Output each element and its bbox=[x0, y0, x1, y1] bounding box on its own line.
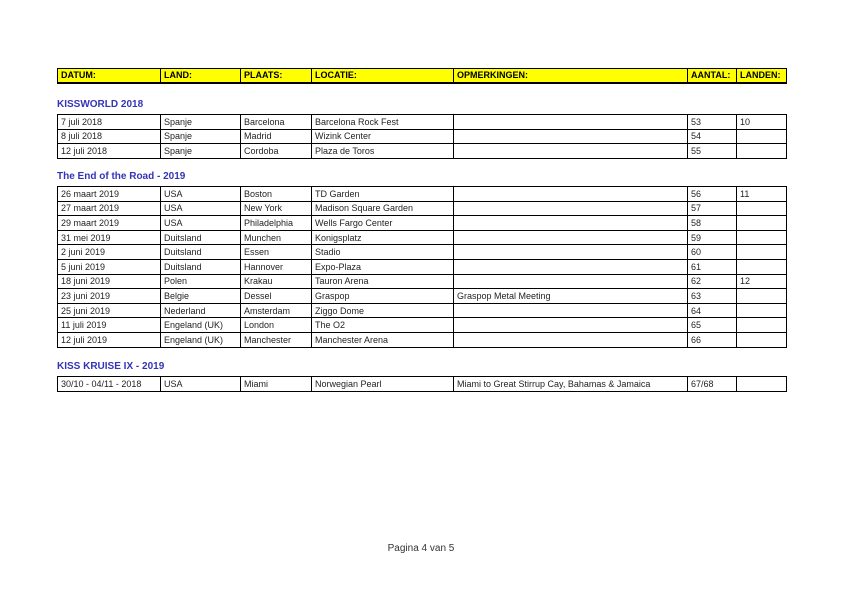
table-row bbox=[58, 144, 787, 159]
table-row bbox=[58, 201, 787, 216]
table-cell bbox=[454, 201, 688, 216]
table-cell: Engeland (UK) bbox=[161, 318, 241, 333]
table-cell: 58 bbox=[688, 216, 737, 231]
table-row bbox=[58, 377, 787, 392]
column-header: LAND: bbox=[161, 69, 241, 83]
table-cell: 10 bbox=[737, 115, 787, 130]
table-cell: 61 bbox=[688, 259, 737, 274]
table-cell: 56 bbox=[688, 187, 737, 202]
table-cell bbox=[454, 230, 688, 245]
table-cell: 67/68 bbox=[688, 377, 737, 392]
table-cell: 30/10 - 04/11 - 2018 bbox=[58, 377, 161, 392]
table-cell: 18 juni 2019 bbox=[58, 274, 161, 289]
table-cell: Duitsland bbox=[161, 245, 241, 260]
table-cell: Amsterdam bbox=[241, 303, 312, 318]
table-cell: 11 bbox=[737, 187, 787, 202]
tour-table bbox=[57, 114, 787, 159]
table-cell: Hannover bbox=[241, 259, 312, 274]
table-cell: 23 juni 2019 bbox=[58, 289, 161, 304]
tour-section bbox=[57, 99, 786, 159]
column-header: LOCATIE: bbox=[312, 69, 454, 83]
table-cell: Belgie bbox=[161, 289, 241, 304]
table-cell: Duitsland bbox=[161, 259, 241, 274]
table-cell: Wizink Center bbox=[312, 129, 454, 144]
table-cell: 53 bbox=[688, 115, 737, 130]
table-row bbox=[58, 332, 787, 347]
table-cell: The O2 bbox=[312, 318, 454, 333]
table-row bbox=[58, 259, 787, 274]
table-cell: Nederland bbox=[161, 303, 241, 318]
column-header: OPMERKINGEN: bbox=[454, 69, 688, 83]
table-cell: 60 bbox=[688, 245, 737, 260]
table-cell: 12 bbox=[737, 274, 787, 289]
table-cell: Philadelphia bbox=[241, 216, 312, 231]
column-header-row bbox=[58, 69, 787, 83]
table-cell: 12 juli 2019 bbox=[58, 332, 161, 347]
table-cell bbox=[454, 115, 688, 130]
table-cell: Cordoba bbox=[241, 144, 312, 159]
table-cell: Manchester Arena bbox=[312, 332, 454, 347]
table-cell: 55 bbox=[688, 144, 737, 159]
table-cell: Manchester bbox=[241, 332, 312, 347]
table-cell: Barcelona Rock Fest bbox=[312, 115, 454, 130]
table-cell bbox=[454, 274, 688, 289]
tour-table bbox=[57, 186, 787, 348]
table-cell: Spanje bbox=[161, 115, 241, 130]
table-cell: Barcelona bbox=[241, 115, 312, 130]
table-cell bbox=[737, 144, 787, 159]
table-cell: 57 bbox=[688, 201, 737, 216]
table-cell bbox=[454, 259, 688, 274]
table-cell: Stadio bbox=[312, 245, 454, 260]
table-cell: 25 juni 2019 bbox=[58, 303, 161, 318]
table-cell bbox=[454, 216, 688, 231]
table-cell: New York bbox=[241, 201, 312, 216]
table-cell bbox=[454, 245, 688, 260]
table-cell bbox=[454, 303, 688, 318]
table-cell: Madison Square Garden bbox=[312, 201, 454, 216]
table-cell: 12 juli 2018 bbox=[58, 144, 161, 159]
column-header: LANDEN: bbox=[737, 69, 787, 83]
table-cell: Ziggo Dome bbox=[312, 303, 454, 318]
table-cell: 65 bbox=[688, 318, 737, 333]
table-cell: London bbox=[241, 318, 312, 333]
table-cell bbox=[454, 332, 688, 347]
table-cell bbox=[737, 245, 787, 260]
table-row bbox=[58, 318, 787, 333]
table-cell: 11 juli 2019 bbox=[58, 318, 161, 333]
table-cell: Graspop bbox=[312, 289, 454, 304]
table-cell bbox=[737, 201, 787, 216]
table-cell: Essen bbox=[241, 245, 312, 260]
table-cell: Wells Fargo Center bbox=[312, 216, 454, 231]
tour-section bbox=[57, 361, 786, 392]
table-row bbox=[58, 187, 787, 202]
table-row bbox=[58, 274, 787, 289]
table-cell: 62 bbox=[688, 274, 737, 289]
table-row bbox=[58, 230, 787, 245]
tour-table bbox=[57, 376, 787, 392]
section-title: The End of the Road - 2019 bbox=[57, 171, 186, 182]
table-cell: 54 bbox=[688, 129, 737, 144]
table-cell: Norwegian Pearl bbox=[312, 377, 454, 392]
column-header: AANTAL: bbox=[688, 69, 737, 83]
section-title: KISSWORLD 2018 bbox=[57, 99, 144, 110]
table-cell: 27 maart 2019 bbox=[58, 201, 161, 216]
table-cell: Expo-Plaza bbox=[312, 259, 454, 274]
table-cell bbox=[737, 230, 787, 245]
column-header: DATUM: bbox=[58, 69, 161, 83]
table-cell bbox=[737, 216, 787, 231]
table-cell: 26 maart 2019 bbox=[58, 187, 161, 202]
table-cell bbox=[454, 129, 688, 144]
table-row bbox=[58, 129, 787, 144]
table-cell bbox=[454, 187, 688, 202]
column-header: PLAATS: bbox=[241, 69, 312, 83]
table-cell: Spanje bbox=[161, 129, 241, 144]
table-cell: Boston bbox=[241, 187, 312, 202]
table-cell: Konigsplatz bbox=[312, 230, 454, 245]
table-cell: Spanje bbox=[161, 144, 241, 159]
table-cell bbox=[737, 289, 787, 304]
table-cell: USA bbox=[161, 216, 241, 231]
table-cell bbox=[737, 259, 787, 274]
page-footer: Pagina 4 van 5 bbox=[387, 543, 455, 554]
table-cell: USA bbox=[161, 201, 241, 216]
table-cell: 8 juli 2018 bbox=[58, 129, 161, 144]
table-cell: Miami to Great Stirrup Cay, Bahamas & Jamaica bbox=[454, 377, 688, 392]
table-row bbox=[58, 245, 787, 260]
table-cell: Duitsland bbox=[161, 230, 241, 245]
table-cell: Graspop Metal Meeting bbox=[454, 289, 688, 304]
table-cell: 2 juni 2019 bbox=[58, 245, 161, 260]
table-cell: TD Garden bbox=[312, 187, 454, 202]
table-cell: 5 juni 2019 bbox=[58, 259, 161, 274]
table-row bbox=[58, 115, 787, 130]
table-cell bbox=[454, 318, 688, 333]
table-cell: 63 bbox=[688, 289, 737, 304]
table-cell: Tauron Arena bbox=[312, 274, 454, 289]
table-cell bbox=[737, 377, 787, 392]
table-cell: 31 mei 2019 bbox=[58, 230, 161, 245]
table-cell bbox=[737, 129, 787, 144]
table-cell: 7 juli 2018 bbox=[58, 115, 161, 130]
table-cell: 64 bbox=[688, 303, 737, 318]
table-cell: USA bbox=[161, 377, 241, 392]
table-row bbox=[58, 303, 787, 318]
table-cell: Madrid bbox=[241, 129, 312, 144]
table-cell: Krakau bbox=[241, 274, 312, 289]
column-header-table bbox=[57, 68, 787, 84]
table-cell bbox=[737, 303, 787, 318]
table-cell: 29 maart 2019 bbox=[58, 216, 161, 231]
table-cell bbox=[454, 144, 688, 159]
table-cell: Polen bbox=[161, 274, 241, 289]
table-cell: 66 bbox=[688, 332, 737, 347]
tour-section bbox=[57, 171, 786, 348]
table-cell: Munchen bbox=[241, 230, 312, 245]
table-cell bbox=[737, 332, 787, 347]
section-title: KISS KRUISE IX - 2019 bbox=[57, 361, 165, 372]
table-cell: Dessel bbox=[241, 289, 312, 304]
table-cell: Plaza de Toros bbox=[312, 144, 454, 159]
table-cell bbox=[737, 318, 787, 333]
table-cell: Miami bbox=[241, 377, 312, 392]
table-row bbox=[58, 289, 787, 304]
table-cell: USA bbox=[161, 187, 241, 202]
table-row bbox=[58, 216, 787, 231]
table-cell: 59 bbox=[688, 230, 737, 245]
table-cell: Engeland (UK) bbox=[161, 332, 241, 347]
